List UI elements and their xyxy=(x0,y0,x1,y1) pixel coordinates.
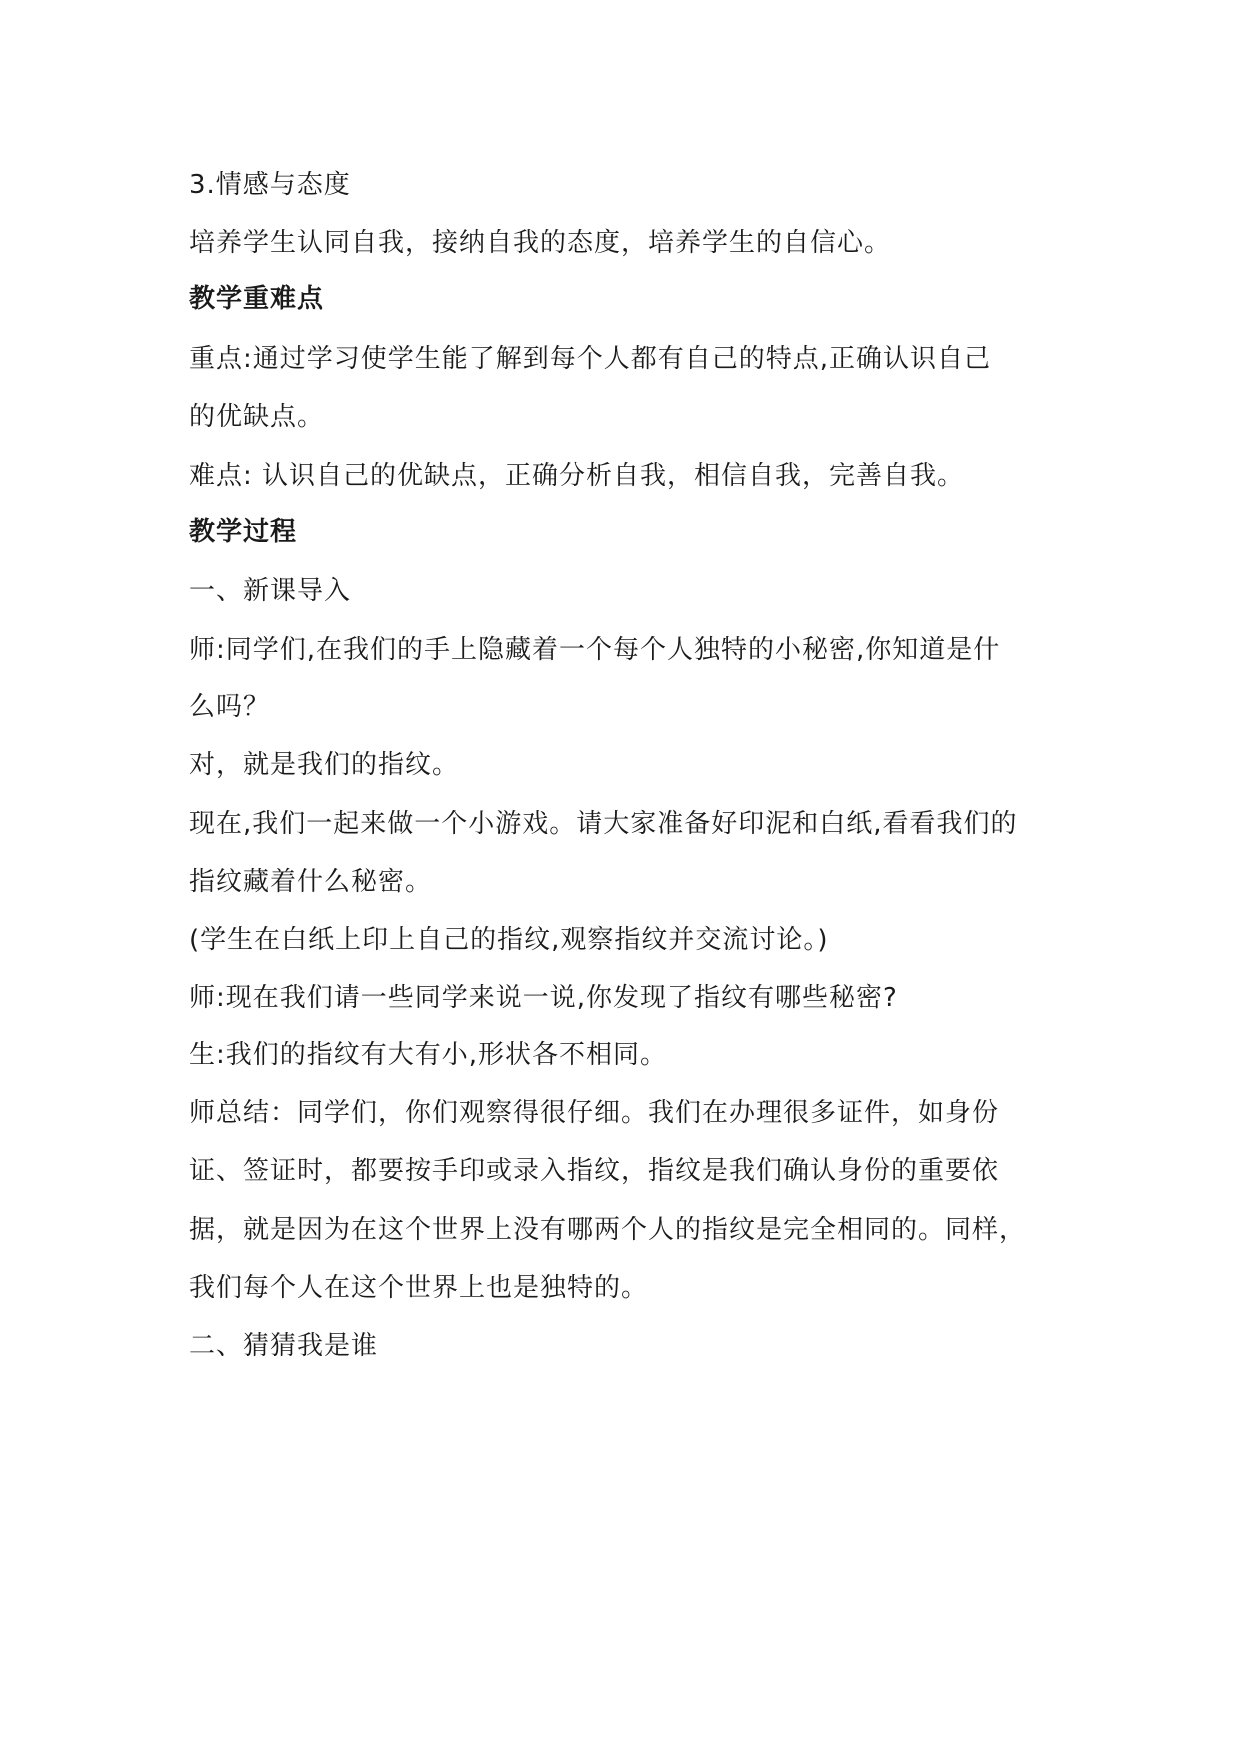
paragraph-line: 生:我们的指纹有大有小,形状各不相同。 xyxy=(189,1040,668,1070)
paragraph-line: 我们每个人在这个世界上也是独特的。 xyxy=(189,1273,649,1303)
paragraph-line: 证、签证时，都要按手印或录入指纹，指纹是我们确认身份的重要依 xyxy=(189,1156,1000,1186)
paragraph-line: 么吗？ xyxy=(189,692,271,722)
paragraph-line: 师:现在我们请一些同学来说一说,你发现了指纹有哪些秘密? xyxy=(189,983,898,1013)
paragraph-line: 难点: 认识自己的优缺点，正确分析自我，相信自我，完善自我。 xyxy=(189,461,965,491)
section-subtitle: 一、新课导入 xyxy=(189,576,352,606)
paragraph-line: 师:同学们,在我们的手上隐藏着一个每个人独特的小秘密,你知道是什 xyxy=(189,635,1001,665)
paragraph-line: 指纹藏着什么秘密。 xyxy=(189,867,433,897)
paragraph-line: 据，就是因为在这个世界上没有哪两个人的指纹是完全相同的。同样， xyxy=(189,1215,1027,1245)
paragraph-line: 培养学生认同自我，接纳自我的态度，培养学生的自信心。 xyxy=(189,228,892,258)
section-heading: 教学重难点 xyxy=(189,284,325,314)
section-subtitle: 二、猜猜我是谁 xyxy=(189,1331,379,1361)
section-subtitle: 3.情感与态度 xyxy=(189,170,351,200)
section-heading: 教学过程 xyxy=(189,517,298,547)
paragraph-line: 的优缺点。 xyxy=(189,402,325,432)
paragraph-line: 重点:通过学习使学生能了解到每个人都有自己的特点,正确认识自己 xyxy=(189,344,992,374)
paragraph-line: 现在,我们一起来做一个小游戏。请大家准备好印泥和白纸,看看我们的 xyxy=(189,809,1018,839)
paragraph-line: 师总结：同学们，你们观察得很仔细。我们在办理很多证件，如身份 xyxy=(189,1098,1000,1128)
paragraph-line: (学生在白纸上印上自己的指纹,观察指纹并交流讨论。) xyxy=(189,925,829,955)
paragraph-line: 对，就是我们的指纹。 xyxy=(189,750,460,780)
